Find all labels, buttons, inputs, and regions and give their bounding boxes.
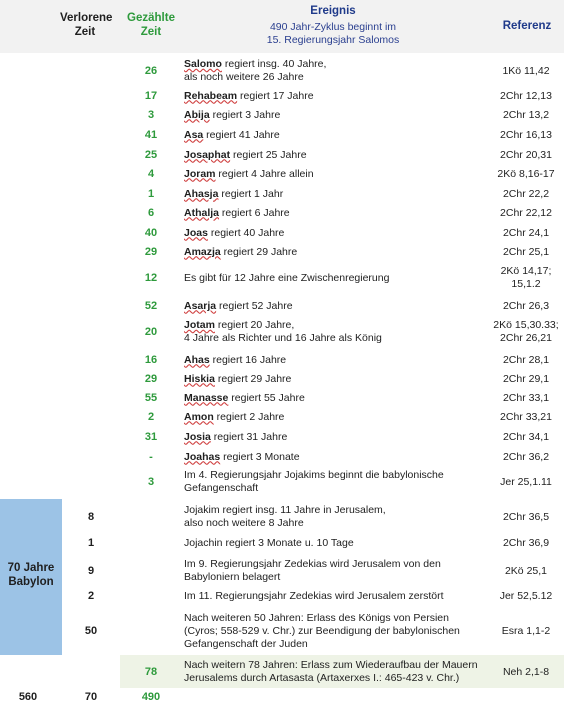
reference: 1Kö 11,42: [502, 64, 550, 77]
table-row: [0, 106, 564, 124]
reference: 2Chr 33,1: [502, 391, 550, 404]
event-text: Ahasja regiert 1 Jahr: [184, 187, 284, 200]
counted-years: 29: [144, 372, 158, 385]
table-row: [0, 297, 564, 315]
counted-years: 2: [147, 410, 155, 423]
counted-years: 25: [144, 148, 158, 161]
reference: 2Chr 36,2: [502, 450, 550, 463]
table-row: [0, 87, 564, 105]
total-years: 560: [18, 691, 38, 703]
reference: 2Chr 16,13: [500, 128, 552, 141]
reference: Esra 1,1-2: [501, 624, 551, 637]
counted-years: 26: [144, 64, 158, 77]
lost-years: 50: [84, 624, 98, 637]
event-text: Nach weiteren 50 Jahren: Erlass des Königs von Persien (Cyros; 558-529 v. Chr.) zur Beendigung der babylonischen Gefangenschaft der Juden: [184, 611, 460, 650]
table-row: [0, 165, 564, 183]
table-row: [0, 126, 564, 144]
reference: 2Kö 14,17; 15,1.2: [500, 265, 552, 290]
table-row: [0, 658, 564, 686]
event-text: Abija regiert 3 Jahre: [184, 108, 281, 121]
table-row: [0, 204, 564, 222]
reference: 2Chr 36,9: [502, 536, 550, 549]
table-row: [0, 263, 564, 293]
ruler-name: Amon: [184, 410, 214, 423]
ruler-name: Ahas: [184, 353, 210, 366]
table-row: [0, 534, 564, 552]
event-text: Im 11. Regierungsjahr Zedekias wird Jerusalem zerstört: [184, 589, 444, 602]
table-row: [0, 351, 564, 369]
ruler-name: Joas: [184, 226, 208, 239]
counted-years: 31: [144, 430, 158, 443]
reference: 2Chr 28,1: [502, 353, 550, 366]
ruler-name: Salomo: [184, 58, 222, 70]
table-row: [0, 57, 564, 85]
event-text: Nach weitern 78 Jahren: Erlass zum Wiederaufbau der Mauern Jerusalems durch Artasasta (Artaxerxes I.: 465-423 v. Chr.): [184, 659, 478, 684]
table-row: [0, 607, 564, 655]
header-event-title: Ereignis: [310, 5, 356, 17]
table-row: [0, 389, 564, 407]
ruler-name: Joahas: [184, 450, 221, 463]
reference: 2Chr 34,1: [502, 430, 550, 443]
reference: 2Chr 22,2: [502, 187, 550, 200]
ruler-name: Josaphat: [184, 148, 231, 161]
ruler-name: Joram: [184, 167, 216, 180]
reference: 2Kö 8,16-17: [497, 167, 555, 180]
counted-years: 40: [144, 226, 158, 239]
header-event-sub2: 15. Regierungsjahr Salomos: [266, 34, 400, 46]
table-row: [0, 243, 564, 261]
header-event: [183, 4, 483, 47]
ruler-name: Abija: [184, 108, 210, 121]
table-row: [0, 557, 564, 585]
lost-years: 8: [87, 510, 95, 523]
event-text: Im 4. Regierungsjahr Jojakims beginnt die babylonische Gefangenschaft: [184, 469, 444, 494]
event-text: Salomo regiert insg. 40 Jahre, als noch weitere 26 Jahre: [184, 58, 327, 83]
counted-years: 20: [144, 325, 158, 338]
event-text: Jojachin regiert 3 Monate u. 10 Tage: [184, 536, 354, 549]
event-text: Asarja regiert 52 Jahre: [184, 299, 293, 312]
event-text: Joas regiert 40 Jahre: [184, 226, 285, 239]
counted-years: 6: [147, 206, 155, 219]
total-counted: 490: [141, 691, 161, 703]
ruler-name: Ahasja: [184, 187, 219, 200]
event-text: Rehabeam regiert 17 Jahre: [184, 89, 314, 102]
ruler-name: Manasse: [184, 391, 229, 404]
total-lost: 70: [84, 691, 98, 703]
reference: 2Chr 26,3: [502, 299, 550, 312]
event-text: Athalja regiert 6 Jahre: [184, 206, 290, 219]
lost-years: 9: [87, 564, 95, 577]
table-row: [0, 224, 564, 242]
ruler-name: Athalja: [184, 206, 220, 219]
header-event-sub1: 490 Jahr-Zyklus beginnt im: [269, 21, 397, 33]
ruler-name: Asa: [184, 128, 204, 141]
reference: 2Chr 20,31: [500, 148, 552, 161]
counted-years: 1: [147, 187, 155, 200]
table-row: [0, 428, 564, 446]
counted-years: 3: [147, 108, 155, 121]
counted-years: 12: [144, 271, 158, 284]
counted-years: 17: [144, 89, 158, 102]
ruler-name: Josia: [184, 430, 211, 443]
counted-years: 55: [144, 391, 158, 404]
table-row: [0, 587, 564, 605]
reference: 2Chr 12,13: [500, 89, 552, 102]
table-row: [0, 502, 564, 532]
table-header: [0, 0, 564, 53]
ruler-name: Asarja: [184, 299, 217, 312]
counted-years: 78: [144, 665, 158, 678]
header-lost-time: Verlorene Zeit: [60, 12, 113, 38]
reference: 2Chr 13,2: [502, 108, 550, 121]
reference: Jer 52,5.12: [499, 589, 553, 602]
reference: 2Kö 25,1: [504, 564, 548, 577]
table-row: [0, 408, 564, 426]
header-counted-time: Gezählte Zeit: [127, 12, 175, 38]
babylon-label: 70 Jahre Babylon: [7, 562, 55, 588]
event-text: Joahas regiert 3 Monate: [184, 450, 300, 463]
lost-years: 2: [87, 589, 95, 602]
ruler-name: Jotam: [184, 319, 215, 331]
table-row: [0, 185, 564, 203]
reference: 2Chr 36,5: [502, 510, 550, 523]
reference: Jer 25,1.11: [500, 475, 552, 488]
table-row: [0, 467, 564, 497]
event-text: Im 9. Regierungsjahr Zedekias wird Jerusalem von den Babyloniern belagert: [184, 558, 441, 583]
reference: 2Chr 33,21: [500, 410, 552, 423]
reference: Neh 2,1-8: [502, 665, 550, 678]
event-text: Joram regiert 4 Jahre allein: [184, 167, 314, 180]
counted-years: 3: [147, 475, 155, 488]
event-text: Ahas regiert 16 Jahre: [184, 353, 287, 366]
counted-years: 52: [144, 299, 158, 312]
reference: 2Chr 22,12: [500, 206, 552, 219]
counted-years: 4: [147, 167, 155, 180]
table-row: [0, 317, 564, 347]
reference: 2Chr 29,1: [502, 372, 550, 385]
event-text: Es gibt für 12 Jahre eine Zwischenregierung: [184, 271, 390, 284]
event-text: Amon regiert 2 Jahre: [184, 410, 285, 423]
reference: 2Chr 25,1: [502, 245, 550, 258]
event-text: Josaphat regiert 25 Jahre: [184, 148, 307, 161]
table-row: [0, 448, 564, 466]
event-text: Manasse regiert 55 Jahre: [184, 391, 305, 404]
lost-years: 1: [87, 536, 95, 549]
counted-years: 16: [144, 353, 158, 366]
event-text: Amazja regiert 29 Jahre: [184, 245, 298, 258]
ruler-name: Rehabeam: [184, 89, 238, 102]
event-text: Hiskia regiert 29 Jahre: [184, 372, 292, 385]
event-text: Jotam regiert 20 Jahre, 4 Jahre als Richter und 16 Jahre als König: [184, 319, 382, 344]
ruler-name: Hiskia: [184, 372, 215, 385]
table-row: [0, 146, 564, 164]
event-text: Asa regiert 41 Jahre: [184, 128, 280, 141]
ruler-name: Amazja: [184, 245, 221, 258]
table-row: [0, 370, 564, 388]
header-reference: Referenz: [502, 20, 552, 32]
reference: 2Chr 24,1: [502, 226, 550, 239]
event-text: Jojakim regiert insg. 11 Jahre in Jerusalem, also noch weitere 8 Jahre: [184, 504, 386, 529]
counted-years: -: [149, 450, 153, 463]
reference: 2Kö 15,30.33; 2Chr 26,21: [493, 319, 559, 344]
counted-years: 29: [144, 245, 158, 258]
counted-years: 41: [144, 128, 158, 141]
event-text: Josia regiert 31 Jahre: [184, 430, 288, 443]
